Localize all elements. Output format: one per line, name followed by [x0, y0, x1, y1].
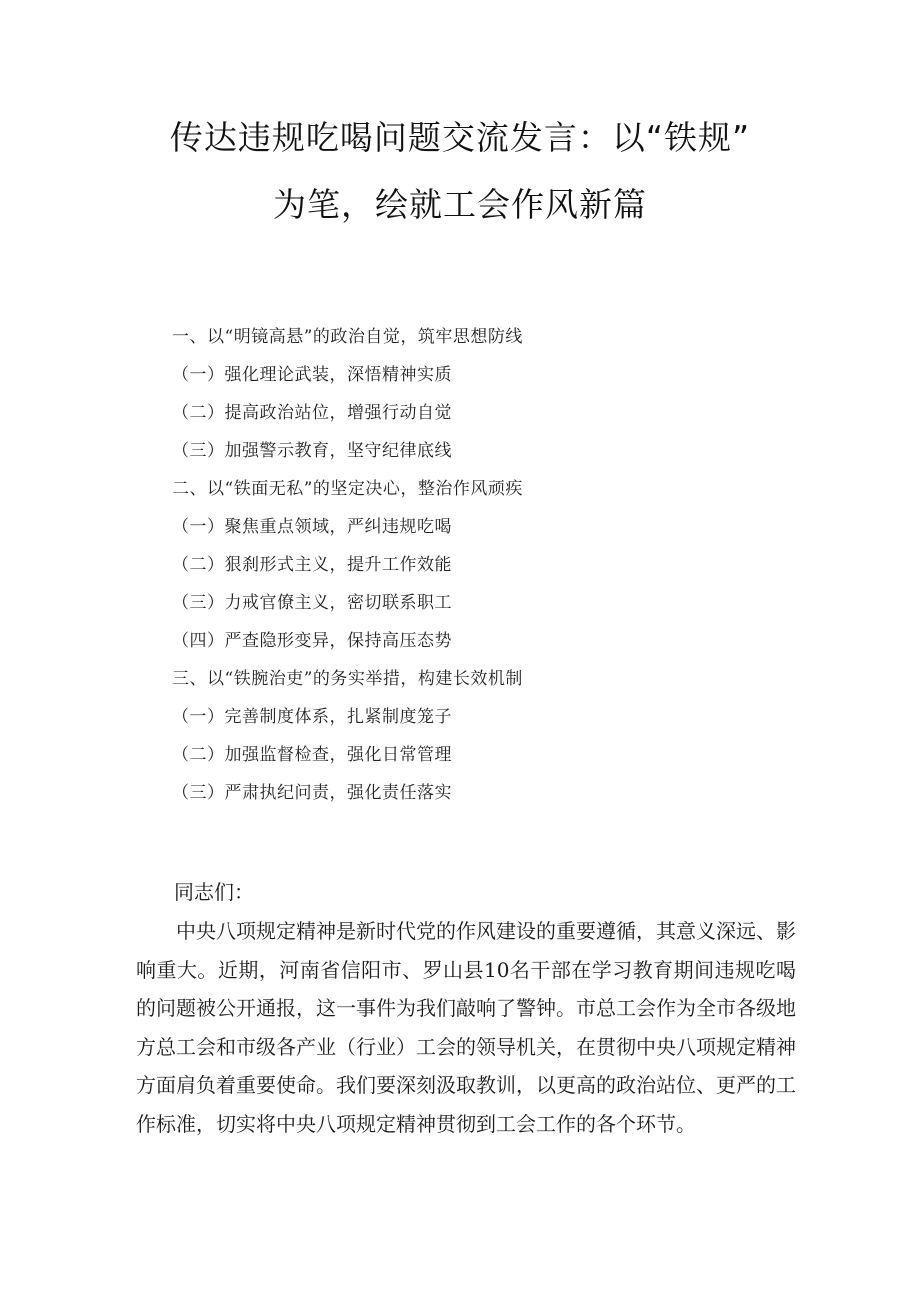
- greeting: 同志们：: [174, 880, 254, 904]
- outline-list: [172, 318, 812, 812]
- outline-heading-3: 三、以“铁腕治吏”的务实举措，构建长效机制: [172, 669, 523, 689]
- outline-subheading-3-2: （二）加强监督检查，强化日常管理: [172, 745, 452, 765]
- body-text: [136, 872, 796, 1143]
- outline-subheading-1-2: （二）提高政治站位，增强行动自觉: [172, 403, 452, 423]
- outline-subheading-2-2: （二）狠刹形式主义，提升工作效能: [172, 555, 452, 575]
- outline-subheading-2-4: （四）严查隐形变异，保持高压态势: [172, 631, 452, 651]
- body-paragraph: 中央八项规定精神是新时代党的作风建设的重要遵循，其意义深远、影响重大。近期，河南省信阳市、罗山县10名干部在学习教育期间违规吃喝的问题被公开通报，这一事件为我们敲响了警钟。市总工会作为全市各级地方总工会和市级各产业（行业）工会的领导机关，在贯彻中央八项规定精神方面肩负着重要使命。我们要深刻汲取教训，以更高的政治站位、更严的工作标准，切实将中央八项规定精神贯彻到工会工作的各个环节。: [136, 919, 796, 1136]
- outline-subheading-2-3: （三）力戒官僚主义，密切联系职工: [172, 593, 452, 613]
- outline-subheading-1-3: （三）加强警示教育，坚守纪律底线: [172, 441, 452, 461]
- outline-subheading-3-1: （一）完善制度体系，扎紧制度笼子: [172, 707, 452, 727]
- outline-subheading-1-1: （一）强化理论武装，深悟精神实质: [172, 365, 452, 385]
- document-title-line-2: 为笔，绘就工会作风新篇: [273, 185, 647, 224]
- document-title-line-1: 传达违规吃喝问题交流发言：以“铁规”: [169, 118, 751, 157]
- outline-subheading-3-3: （三）严肃执纪问责，强化责任落实: [172, 783, 452, 803]
- outline-subheading-2-1: （一）聚焦重点领域，严纠违规吃喝: [172, 517, 452, 537]
- outline-heading-2: 二、以“铁面无私”的坚定决心，整治作风顽疾: [172, 479, 523, 499]
- outline-heading-1: 一、以“明镜高悬”的政治自觉，筑牢思想防线: [172, 327, 523, 347]
